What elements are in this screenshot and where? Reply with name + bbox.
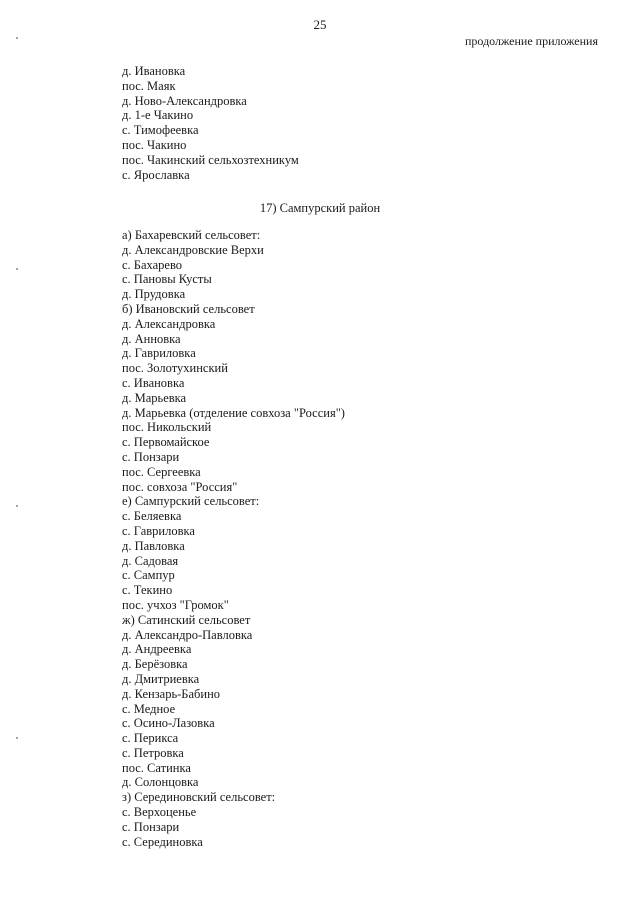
list-item: д. Садовая [122, 553, 179, 568]
scan-speck [16, 37, 18, 39]
list-item: з) Серединовский сельсовет: [122, 790, 276, 805]
list-item: с. Понзари [122, 819, 180, 834]
list-item: д. Марьевка (отделение совхоза "Россия") [122, 405, 345, 420]
list-item: с. Петровка [122, 745, 184, 760]
list-item: с. Текино [122, 583, 173, 598]
list-item: д. Марьевка [122, 390, 187, 405]
list-item: с. Ивановка [122, 375, 185, 390]
list-item: е) Сампурский сельсовет: [122, 494, 260, 509]
page-number: 25 [313, 17, 327, 32]
list-item: пос. Никольский [122, 420, 212, 435]
list-item: д. Александро-Павловка [122, 627, 253, 642]
list-item: пос. совхоза "Россия" [122, 479, 238, 494]
list-item: с. Серединовка [122, 834, 203, 849]
list-item: с. Медное [122, 701, 176, 716]
list-item: д. Дмитриевка [122, 671, 200, 686]
list-item: д. Берёзовка [122, 657, 188, 672]
list-item: ж) Сатинский сельсовет [122, 612, 251, 627]
list-item: с. Ярославка [122, 167, 190, 182]
list-item: с. Гавриловка [122, 523, 195, 538]
list-item: д. Анновка [122, 331, 181, 346]
list-item: д. Андреевка [122, 642, 192, 657]
list-item: пос. Золотухинский [122, 361, 228, 376]
list-item: б) Ивановский сельсовет [122, 301, 255, 316]
list-item: д. Павловка [122, 538, 185, 553]
list-item: с. Верхоценье [122, 805, 197, 820]
list-item: пос. Чакинский сельхозтехникум [122, 152, 299, 167]
settlement-list-sampur [122, 228, 345, 849]
list-item: с. Бахарево [122, 257, 183, 272]
list-item: с. Сампур [122, 568, 175, 583]
list-item: д. Ивановка [122, 64, 186, 78]
settlement-list-continued [122, 64, 299, 182]
list-item: с. Понзари [122, 449, 180, 464]
list-item: с. Осино-Лазовка [122, 716, 215, 731]
scan-speck [16, 268, 18, 270]
list-item: а) Бахаревский сельсовет: [122, 228, 261, 242]
list-item: с. Пановы Кусты [122, 272, 212, 287]
list-item: д. Александровские Верхи [122, 242, 264, 257]
list-item: пос. Сергеевка [122, 464, 201, 479]
list-item: д. Солонцовка [122, 775, 199, 790]
list-item: пос. Маяк [122, 78, 176, 93]
list-item: пос. учхоз "Громок" [122, 597, 229, 612]
list-item: д. Кензарь-Бабино [122, 686, 221, 701]
list-item: д. Прудовка [122, 287, 186, 302]
list-item: с. Беляевка [122, 509, 182, 524]
list-item: с. Периксa [122, 731, 179, 746]
scan-speck [16, 737, 18, 739]
scan-speck [16, 505, 18, 507]
list-item: пос. Сатинка [122, 760, 191, 775]
list-item: с. Первомайское [122, 435, 210, 450]
list-item: пос. Чакино [122, 137, 187, 152]
section-heading: 17) Сампурский район [259, 201, 381, 215]
list-item: д. Александровка [122, 316, 216, 331]
continuation-note: продолжение приложения [465, 34, 598, 48]
list-item: д. 1-е Чакино [122, 108, 194, 123]
list-item: с. Тимофеевка [122, 123, 199, 138]
list-item: д. Ново-Александровка [122, 93, 247, 108]
list-item: д. Гавриловка [122, 346, 196, 361]
